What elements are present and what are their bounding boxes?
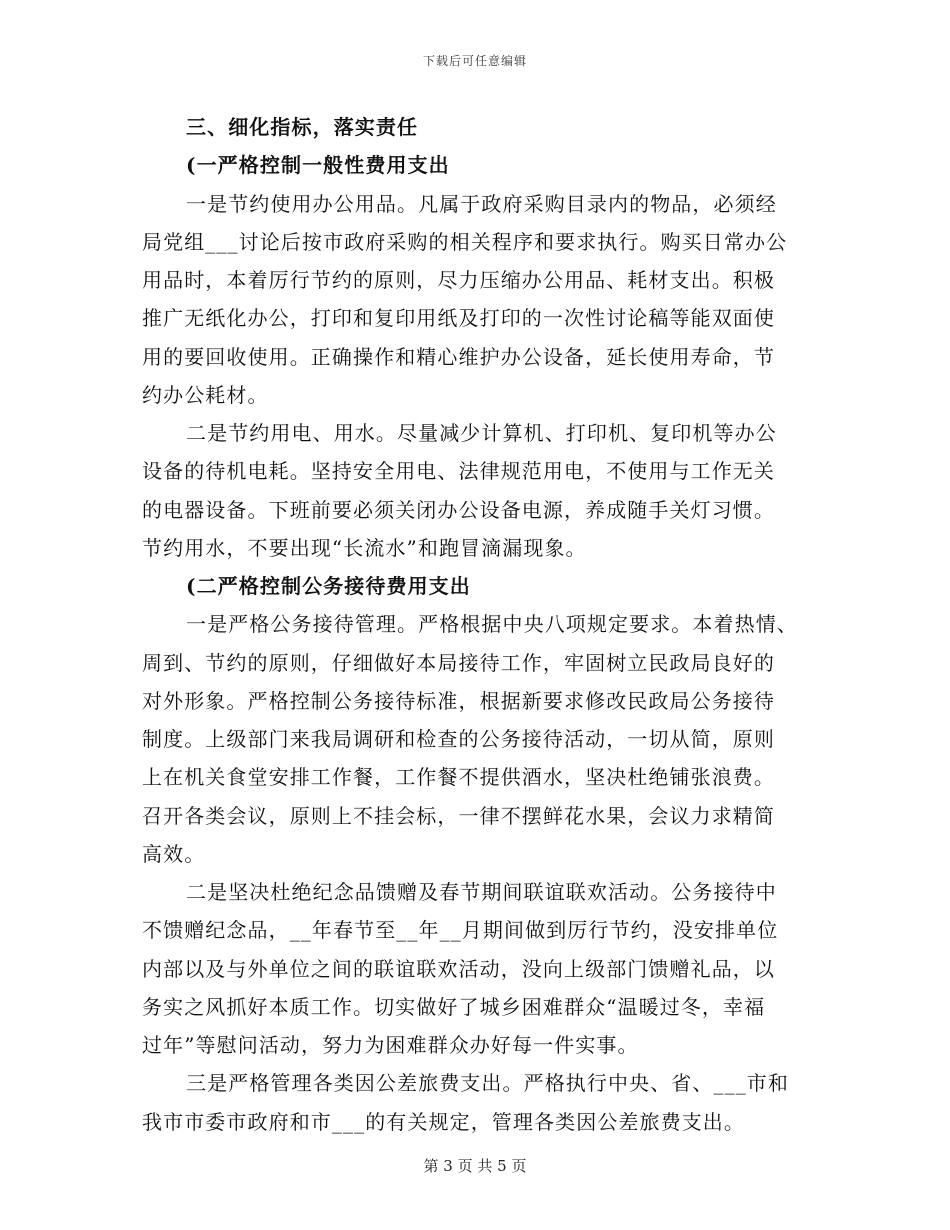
text-line: 用的要回收使用。正确操作和精心维护办公设备，延长使用寿命，节: [142, 344, 775, 369]
text-line: 召开各类会议，原则上不挂会标，一律不摆鲜花水果，会议力求精简: [142, 803, 775, 828]
text-line: 我市市委市政府和市___的有关规定，管理各类因公差旅费支出。: [142, 1109, 745, 1134]
text-line: 过年”等慰问活动，努力为困难群众办好每一件实事。: [142, 1033, 639, 1057]
page-header: 下载后可任意编辑: [422, 54, 527, 68]
text-line: 务实之风抓好本质工作。切实做好了城乡困难群众“温暖过冬，幸福: [142, 994, 766, 1019]
text-line: 二是坚决杜绝纪念品馈赠及春节期间联谊联欢活动。公务接待中: [186, 880, 777, 904]
text-line: 高效。: [142, 841, 206, 866]
text-line: 上在机关食堂安排工作餐，工作餐不提供酒水，坚决杜绝铺张浪费。: [142, 765, 775, 790]
text-line: 设备的待机电耗。坚持安全用电、法律规范用电，不使用与工作无关: [142, 459, 775, 484]
page-footer: 第 3 页 共 5 页: [423, 1157, 527, 1175]
text-line: 周到、节约的原则，仔细做好本局接待工作，牢固树立民政局良好的: [142, 650, 775, 675]
text-line: 一是严格公务接待管理。严格根据中央八项规定要求。本着热情、: [186, 612, 798, 637]
document-body: [142, 108, 802, 1141]
section-heading: (一严格控制一般性费用支出: [186, 153, 450, 178]
text-line: 三是严格管理各类因公差旅费支出。严格执行中央、省、___市和: [186, 1071, 789, 1096]
text-line: 局党组___讨论后按市政府采购的相关程序和要求执行。购买日常办公: [142, 229, 788, 254]
text-line: 约办公耗材。: [142, 382, 269, 407]
section-heading: (二严格控制公务接待费用支出: [186, 574, 471, 598]
text-line: 的电器设备。下班前要必须关闭办公设备电源，养成随手关灯习惯。: [142, 497, 775, 522]
section-heading: 三、细化指标，落实责任: [186, 115, 419, 139]
text-line: 不馈赠纪念品，__年春节至__年__月期间做到厉行节约，没安排单位: [142, 918, 779, 943]
text-line: 节约用水，不要出现“长流水”和跑冒滴漏现象。: [142, 535, 587, 560]
text-line: 用品时，本着厉行节约的原则，尽力压缩办公用品、耗材支出。积极: [142, 268, 775, 292]
text-line: 二是节约用电、用水。尽量减少计算机、打印机、复印机等办公: [186, 421, 777, 445]
text-line: 制度。上级部门来我局调研和检查的公务接待活动，一切从简，原则: [142, 727, 775, 751]
text-line: 内部以及与外单位之间的联谊联欢活动，没向上级部门馈赠礼品，以: [142, 956, 775, 981]
text-line: 对外形象。严格控制公务接待标准，根据新要求修改民政局公务接待: [142, 688, 775, 713]
text-line: 一是节约使用办公用品。凡属于政府采购目录内的物品，必须经: [186, 191, 777, 216]
text-line: 推广无纸化办公，打印和复印用纸及打印的一次性讨论稿等能双面使: [142, 306, 775, 331]
